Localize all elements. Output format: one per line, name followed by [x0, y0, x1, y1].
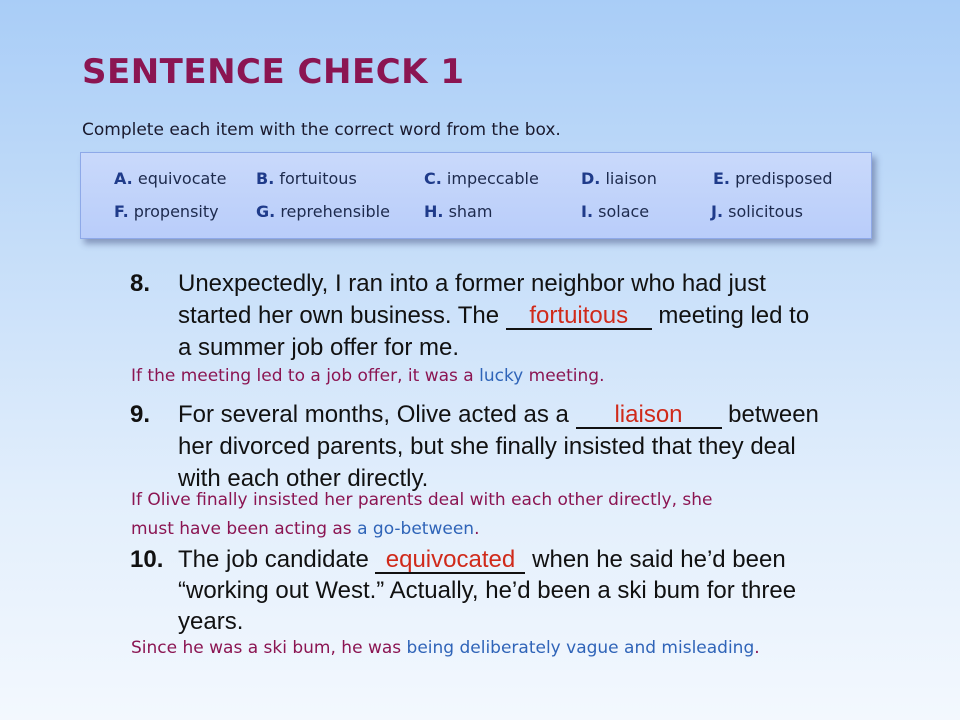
word-option: H. sham: [424, 202, 493, 221]
explanation: Since he was a ski bum, he was being deliberately vague and misleading.: [131, 638, 760, 658]
item-number: 9.: [130, 401, 151, 428]
page-title: SENTENCE CHECK 1: [82, 52, 465, 92]
item-text-line: started her own business. The fortuitous meeting led to: [178, 302, 810, 329]
item-number: 10.: [130, 546, 164, 573]
word-option: B. fortuitous: [256, 169, 357, 188]
item-number: 8.: [130, 270, 151, 297]
word-option: F. propensity: [114, 202, 219, 221]
word-option: I. solace: [581, 202, 650, 221]
explanation: If the meeting led to a job offer, it was a lucky meeting.: [131, 366, 605, 386]
item-text-line: Unexpectedly, I ran into a former neighbor who had just: [178, 270, 766, 297]
item-text-line: For several months, Olive acted as a liaison between: [178, 401, 819, 428]
item-text-line: years.: [178, 608, 244, 635]
explanation: If Olive finally insisted her parents deal with each other directly, she: [131, 490, 713, 510]
answer-blank: equivocated: [375, 548, 525, 574]
answer-blank: liaison: [576, 403, 722, 429]
word-option: G. reprehensible: [256, 202, 390, 221]
word-option: E. predisposed: [713, 169, 833, 188]
explanation: must have been acting as a go-between.: [131, 519, 480, 539]
item-text-line: “working out West.” Actually, he’d been a ski bum for three: [178, 577, 797, 604]
word-box: [80, 152, 872, 239]
item-text-line: her divorced parents, but she finally insisted that they deal: [178, 433, 796, 460]
word-option: C. impeccable: [424, 169, 539, 188]
item-text-line: The job candidate equivocated when he said he’d been: [178, 546, 786, 573]
instructions: Complete each item with the correct word from the box.: [82, 120, 561, 140]
item-text-line: a summer job offer for me.: [178, 334, 459, 361]
answer-blank: fortuitous: [506, 304, 652, 330]
word-option: A. equivocate: [114, 169, 227, 188]
word-option: D. liaison: [581, 169, 657, 188]
item-text-line: with each other directly.: [178, 465, 429, 492]
word-option: J. solicitous: [711, 202, 803, 221]
